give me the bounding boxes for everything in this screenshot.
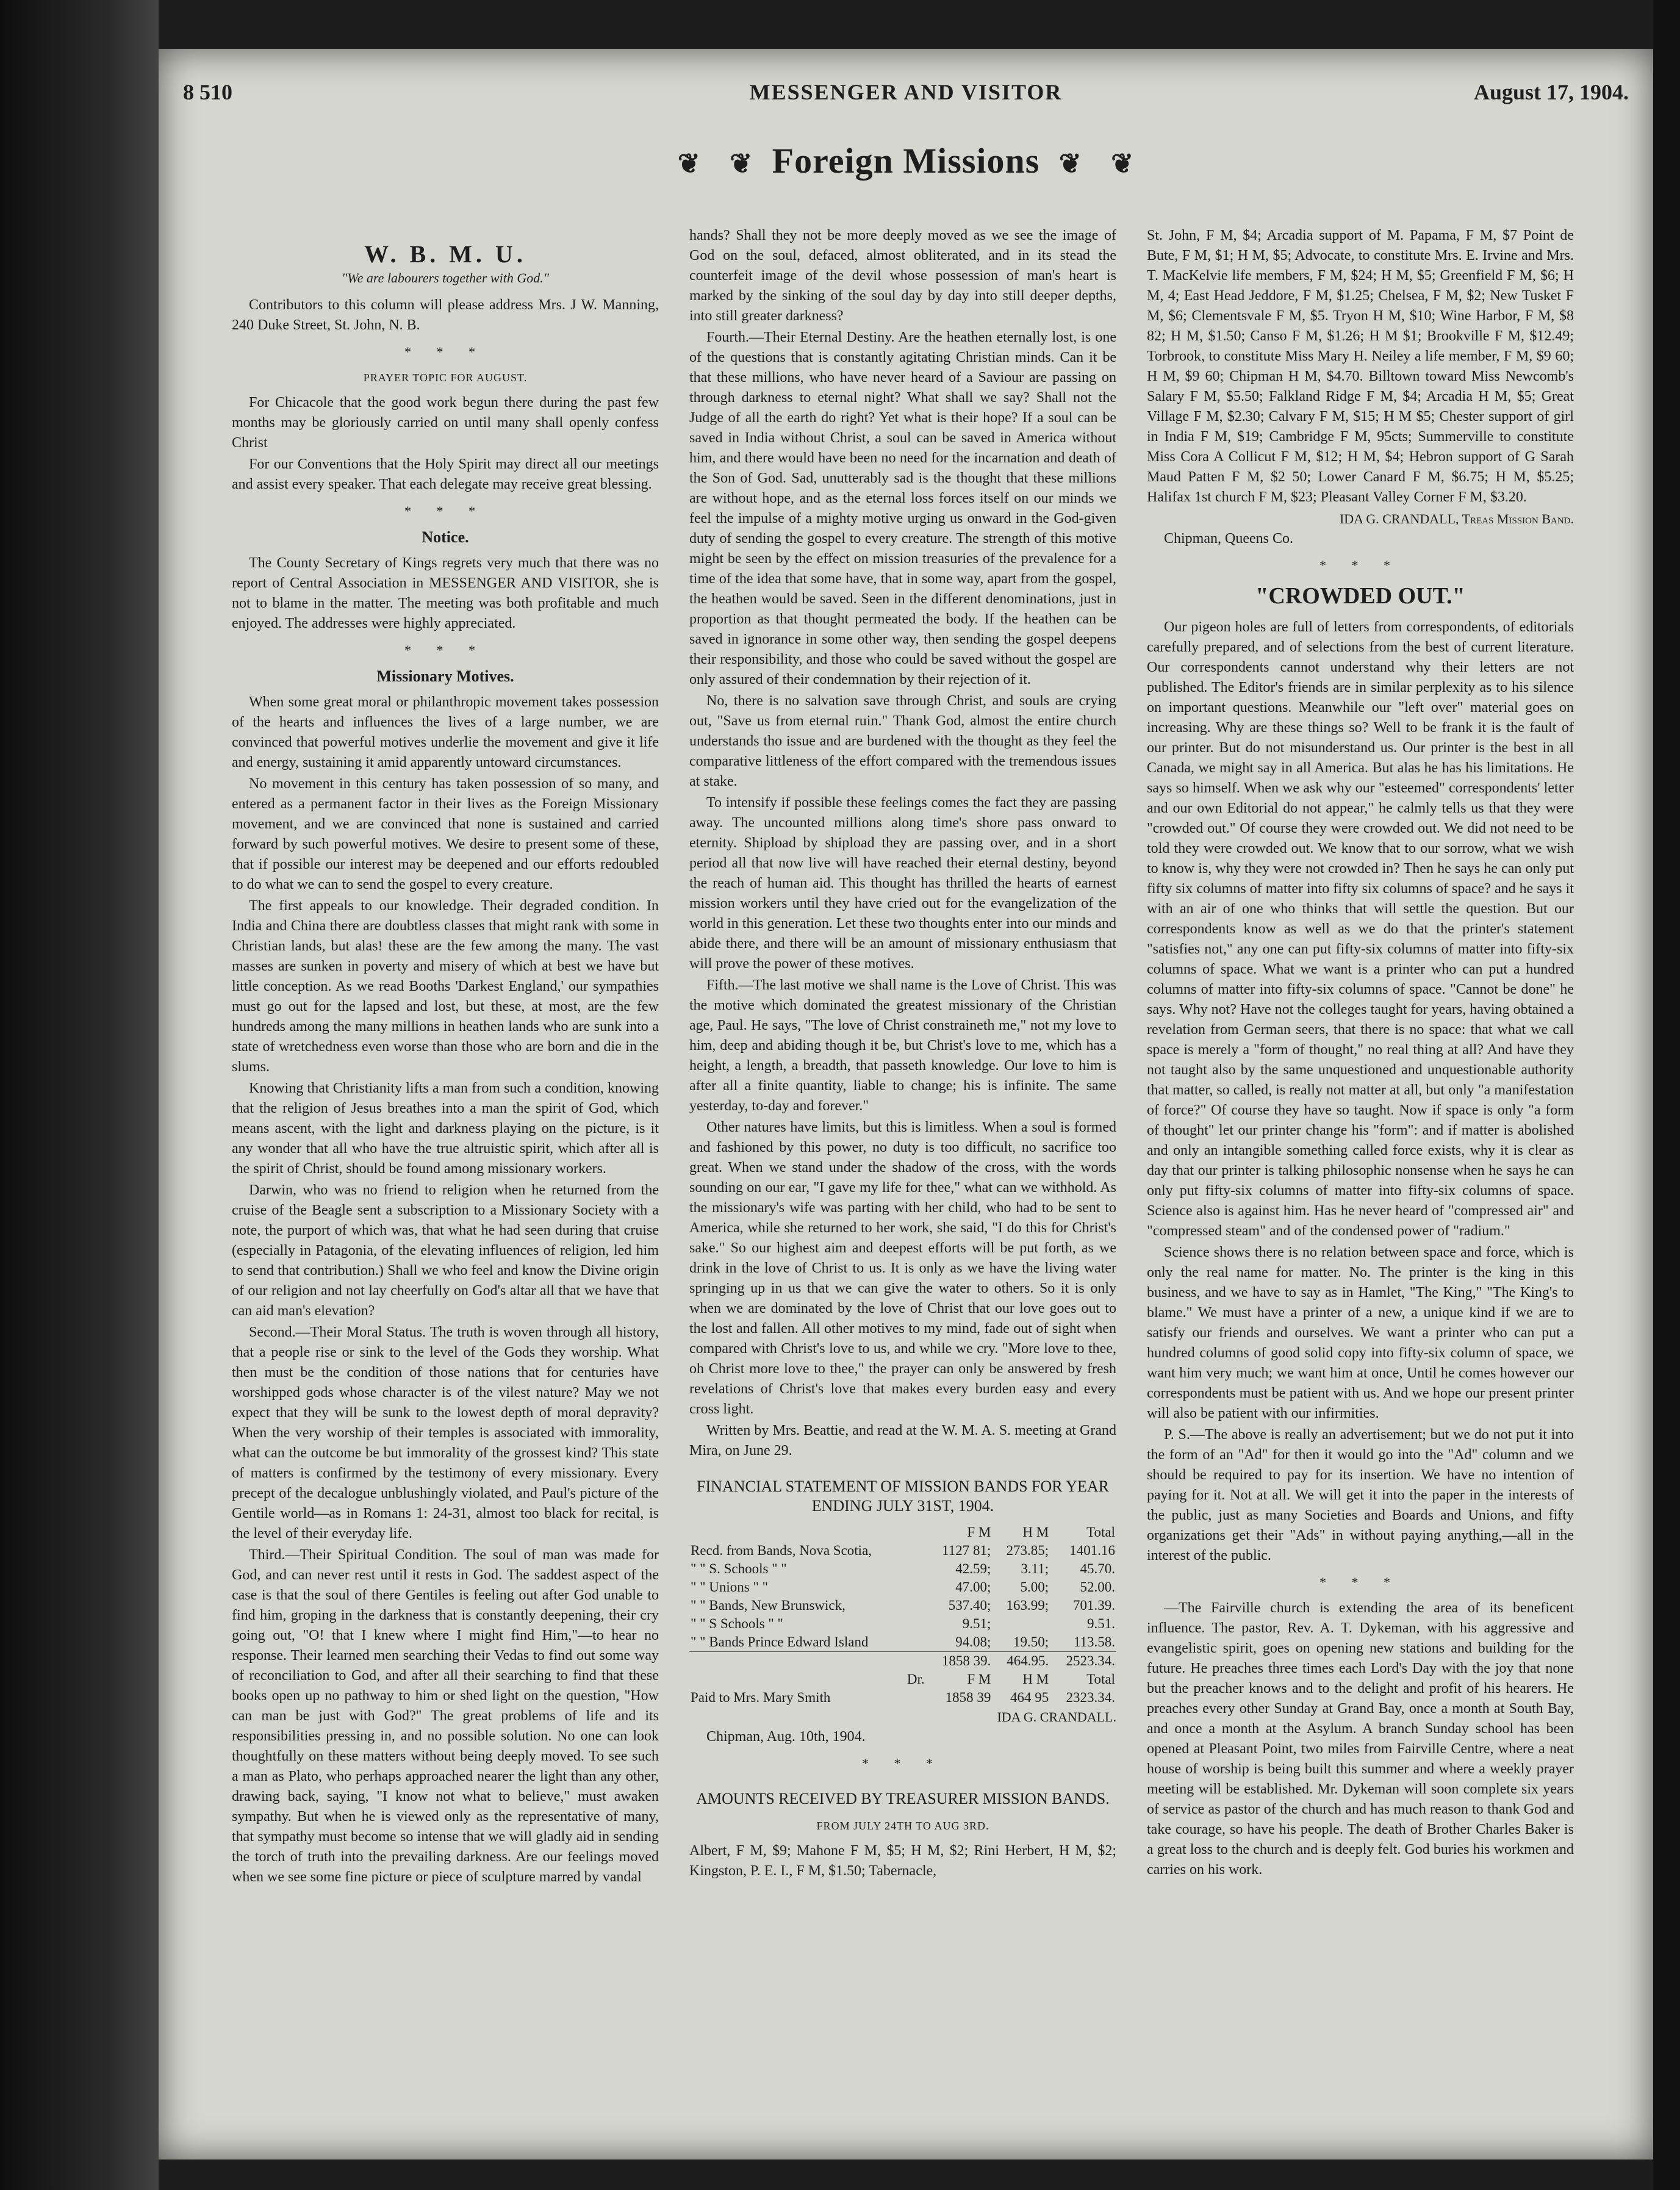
dr-label: Dr.	[906, 1671, 925, 1687]
cell-fm: 1127 81;	[942, 1543, 991, 1558]
cell-hm: 464 95	[1010, 1690, 1049, 1705]
dateline: Chipman, Queens Co.	[1164, 531, 1293, 547]
prayer-topic-heading: PRAYER TOPIC FOR AUGUST.	[363, 372, 528, 384]
divider-stars: * * *	[404, 642, 486, 658]
table-row	[689, 1578, 1116, 1596]
divider-stars: * * *	[862, 1756, 944, 1771]
cell-hm: 19.50;	[1013, 1634, 1049, 1650]
paragraph: No, there is no salvation save through Christ, and souls are crying out, "Save us from eternal ruin." Thank God, almost the entire church understands tho issue and are burdened with the thought as they feel the comparative littleness of the effort compared with the tremendous issues at stake.	[689, 693, 1116, 789]
leaf-ornament-icon: ❦	[1111, 149, 1135, 179]
leaf-ornament-icon: ❦	[1058, 149, 1082, 179]
table-dr-row	[689, 1670, 1116, 1689]
table-row	[689, 1542, 1116, 1560]
financial-statement-table	[689, 1523, 1116, 1707]
signature: IDA G. CRANDALL, Treas Mission Band.	[1339, 511, 1574, 526]
amounts-received-heading: AMOUNTS RECEIVED BY TREASURER MISSION BANDS.	[696, 1790, 1110, 1808]
cell-total: 701.39.	[1073, 1598, 1115, 1613]
cell-fm: 94.08;	[955, 1634, 991, 1650]
missionary-motives-heading: Missionary Motives.	[376, 667, 514, 685]
paragraph: Knowing that Christianity lifts a man from such a condition, knowing that the religion of Jesus breathes into a man the spirit of God, which means ascent, with the light and darkness playing on the picture, is it any wonder that all who have the true altruistic spirit, which after all is the spirit of Christ, should be found among missionary workers.	[232, 1080, 659, 1177]
cell-fm: 47.00;	[955, 1579, 991, 1595]
divider-stars: * * *	[404, 344, 486, 359]
row-label: " " Unions " "	[691, 1579, 769, 1595]
crowded-out-heading: "CROWDED OUT."	[1255, 583, 1465, 609]
cell-hm: 5.00;	[1020, 1579, 1049, 1595]
scan-border-right	[1653, 0, 1680, 2190]
column-1	[232, 226, 659, 2117]
column-2	[689, 226, 1116, 2117]
row-label: Recd. from Bands, Nova Scotia,	[691, 1543, 872, 1558]
wbmu-intro: Contributors to this column will please address Mrs. J W. Manning, 240 Duke Street, St. John, N. B.	[232, 297, 659, 333]
column-3	[1147, 226, 1574, 2117]
column-header: Total	[1086, 1671, 1115, 1687]
cell-hm: 163.99;	[1006, 1598, 1049, 1613]
cell-fm: 1858 39.	[926, 1652, 993, 1671]
paragraph: Darwin, who was no friend to religion when he returned from the cruise of the Beagle sent a subscription to a Missionary Society with a note, the purport of which was, that what he had seen during that cruise (especially in Patagonia, of the elevating influences of religion, led him to send that contribution.) Shall we who feel and know the Divine origin of our religion and not lay cheerfully on God's altar all that we have that can aid man's elevation?	[232, 1182, 659, 1319]
row-label: Paid to Mrs. Mary Smith	[691, 1690, 831, 1705]
cell-fm: 537.40;	[948, 1598, 991, 1613]
table-row	[689, 1615, 1116, 1633]
leaf-ornament-icon: ❦	[677, 149, 701, 179]
dateline: Chipman, Aug. 10th, 1904.	[706, 1729, 866, 1745]
cell-total: 45.70.	[1080, 1561, 1115, 1576]
page-number: 8 510	[183, 80, 232, 104]
section-title	[159, 140, 1653, 181]
paragraph: Albert, F M, $9; Mahone F M, $5; H M, $2; Rini Herbert, H M, $2; Kingston, P. E. I., F M, $1.50; Tabernacle,	[689, 1843, 1116, 1879]
paragraph: P. S.—The above is really an advertisement; but we do not put it into the form of an "Ad" for then it would go into the "Ad" column and we should be required to pay for its insertion. We have no intention of paying for it. Not at all. We will get it into the paper in the interests of the public, just as many Societies and Boards and Unions, and fifty organizations get their "Ads" in without paying anything,—all in the interest of the public.	[1147, 1427, 1574, 1564]
paragraph: St. John, F M, $4; Arcadia support of M. Papama, F M, $7 Point de Bute, F M, $1; H M, $5; Advocate, to constitute Mrs. E. Irvine and Mrs. T. MacKelvie life members, F M, $24; H M, $5; Greenfield F M, $6; H M, 4; East Head Jeddore, F M, $1.25; Chelsea, F M, $2; New Tusket F M, $6; Clementsvale F M, $5. Tryon H M, $10; Wine Harbor, F M, $8 82; H M, $1.50; Canso F M, $1.26; H M $1; Brookville F M, $12.49; Torbrook, to constitute Miss Mary H. Neiley a life member, F M, $9 60; H M, $9 60; Chipman H M, $4.70. Billtown toward Miss Newcomb's Salary F M, $5.50; Falkland Ridge F M, $4; Arcadia H M, $5; Great Village F M, $2.30; Calvary F M, $15; H M $5; Chester support of girl in India F M, $19; Cambridge F M, 95cts; Summerville to constitute Miss Cora A Collicut F M, $12; H M, $4; Hebron support of G Sarah Maud Patten F M, $2 50; Lower Canard F M, $6.75; H M, $5.25; Halifax 1st church F M, $23; Pleasant Valley Corner F M, $3.20.	[1147, 228, 1574, 505]
row-label: " " Bands, New Brunswick,	[691, 1598, 845, 1613]
paragraph: Other natures have limits, but this is limitless. When a soul is formed and fashioned by this power, no duty is too difficult, no sacrifice too great. When we stand under the shadow of the cross, with the words sounding on our ear, "I gave my life for thee," what can we withhold. As the missionary's wife was parting with her child, who had to be sent to America, while she returned to her work, she said, "I do this for Christ's sake." So our highest aim and deepest efforts will be put forth, as we drink in the love of Christ to us. It is only as we have the living water springing up in us that we can give the water to others. So it is only when we are dominated by the love of Christ that our love goes out to the lost and fallen. All other motives to my mind, fade out of sight when compared with Christ's love to us, and while we cry. "More love to thee, oh Christ more love to thee," the prayer can only be answered by fresh revelations of Christ's love that makes every burden easy and every cross light.	[689, 1119, 1116, 1417]
wbmu-heading: W. B. M. U.	[364, 240, 526, 268]
paragraph: Second.—Their Moral Status. The truth is woven through all history, that a people rise or sink to the level of the Gods they worship. What then must be the condition of those nations that for centuries have worshipped gods whose character is of the vilest nature? May we not expect that they will be sunk to the lowest depth of moral depravity? When the very worship of their temples is associated with immorality, what can the outcome be but immorality of the grossest kind? This state of matters is confirmed by the testimony of every missionary. Every precept of the decalogue unblushingly violated, and Paul's picture of the Gentile world—as in Romans 1: 24-31, almost too black for recital, is the level of their everyday life.	[232, 1324, 659, 1542]
section-title-text: Foreign Missions	[772, 141, 1040, 181]
leaf-ornament-icon: ❦	[730, 149, 753, 179]
paragraph: —The Fairville church is extending the area of its beneficent influence. The pastor, Rev. A. T. Dykeman, with his aggressive and evangelistic spirit, goes on opening new stations and building for the future. He preaches three times each Lord's Day with the joy that none but the preacher knows and to the delight and profit of his hearers. He preaches every other Sunday at Grand Bay, once a month at South Bay, and once a month at the Asylum. A branch Sunday school has been opened at Pleasant Point, two miles from Fairville Centre, where a neat house of worship is being built this summer and where a weekly prayer meeting will be established. Mr. Dykeman will soon complete six years of service as pastor of the church and has much reason to thank God and take courage, so have his people. The death of Brother Charles Baker is a great loss to the church and is deeply felt. God buries his workmen and carries on his work.	[1147, 1600, 1574, 1878]
column-header: H M	[1022, 1671, 1049, 1687]
paragraph: The first appeals to our knowledge. Their degraded condition. In India and China there are doubtless classes that might rank with some in Christian lands, but alas! these are the few among the many. The vast masses are sunken in poverty and misery of which at best we have but little conception. As we read Booths 'Darkest England,' our sympathies must go out for the lapsed and lost, but these, at most, are the few hundreds among the many millions in heathen lands who are sunk into a state of wretchedness even worse than those who are born and die in the slums.	[232, 898, 659, 1075]
issue-date: August 17, 1904.	[1473, 80, 1629, 104]
paragraph: Our pigeon holes are full of letters from correspondents, of editorials carefully prepared, and of selections from the best of current literature. Our correspondents cannot understand why their letters are not published. The Editor's friends are in similar perplexity as to his silence on important questions. Meanwhile our "left over" material goes on increasing. Why are these things so? Well to be frank it is the fault of our printer. But do not misunderstand us. Our printer is the best in all Canada, we might say in all America. But alas he has his limitations. He says so himself. When we ask why our "esteemed" correspondents' letter and our own Editorial do not appear," he calmly tells us that they were "crowded out." Of course they were crowded out. We did not need to be told they were crowded out. We know that to our sorrow, what we wish to know is, why they were not crowded in? Then he says he can only put fifty six columns of matter into fifty six columns of space? and he says it with an air of one who thinks that will settle the question. But our correspondents know as well as we do that the printer's statement "satisfies not," any one can put fifty-six columns of matter into fifty-six columns of space. What we want is a printer who can put a hundred columns of matter into fifty-six columns of space. "Cannot be done" he says. Why not? Have not the colleges taught for years, having obtained a revelation from German seers, that there is no space: that what we call space is merely a "form of thought," no real thing at all? And have they not taught also by the same unquestioned and unquestionable authority that matter, so called, is really not matter at all, but only "a manifestation of force?" Of course they have so taught. Now if space is only "a form of thought" let our printer change his "form": and if matter is abolished and only an intangible something called force exists, why it is clear as day that our printer is talking philosophic nonsense when he says he can only put fifty-six columns of matter into fifty-six columns of space. Science also is against him. Has he never heard of "compressed air" and "compressed steam" and of the condensed power of "radium."	[1147, 619, 1574, 1239]
paragraph: No movement in this century has taken possession of so many, and entered as a permanent factor in their lives as the Foreign Missionary movement, and we are convinced that none is sustained and carried forward by such powerful motives. We desire to present some of these, that if possible our interest may be deepened and our efforts redoubled to do what we can to send the gospel to every creature.	[232, 776, 659, 892]
paragraph: hands? Shall they not be more deeply moved as we see the image of God on the soul, defaced, almost obliterated, and in its stead the counterfeit image of the devil whose possession of man's heart is marked by the sinking of the soul day by day into still deeper depths, into still greater darkness?	[689, 228, 1116, 324]
cell-hm: 273.85;	[1006, 1543, 1049, 1558]
paragraph: Third.—Their Spiritual Condition. The soul of man was made for God, and can never rest until it rests in God. The saddest aspect of the case is that the soul of there Gentiles is feeling out after God unable to find him, groping in the darkness that is constantly deepening, their cry going out, "O! that I knew where I might find Him,"—to hear no response. Their learned men searching their Vedas to find out some way of reconciliation to God, and after all their searching to find that these books open up no pathway to him or shed light on the question, "How can man be just with God?" The great problems of life and its responsibilities pressing in, and no possible solution. No one can look thoughtfully on these matters without being deeply moved. To see such a man as Plato, who perhaps approached nearer the light than any other, drawing back, saying, "I know not what to believe," must awaken sympathy. But when he is viewed only as the representative of many, that sympathy must become so intense that we will gladly aid in sending the torch of truth into the prevailing darkness. Are our feelings moved when we see some fine picture or piece of sculpture marred by vandal	[232, 1547, 659, 1885]
cell-total: 113.58.	[1073, 1634, 1115, 1650]
table-row	[689, 1633, 1116, 1652]
paragraph: Fifth.—The last motive we shall name is the Love of Christ. This was the motive which dominated the greatest missionary of the Christian age, Paul. He says, "The love of Christ constraineth me," not my love to him, deep and abiding though it be, but Christ's love to me, which has a height, a length, a breadth, that passeth knowledge. Our love to him is after all a finite quantity, liable to change; his is infinite. The same yesterday, to-day and forever."	[689, 977, 1116, 1114]
divider-stars: * * *	[404, 503, 486, 519]
row-label: " " S Schools " "	[691, 1616, 783, 1631]
paragraph: Fourth.—Their Eternal Destiny. Are the heathen eternally lost, is one of the questions that is constantly agitating Christian minds. Can it be that these millions, who have never heard of a Saviour are passing on through darkness to eternal night? What shall we say? Shall not the Judge of all the earth do right? Yet what is their hope? If a soul can be saved in India without Christ, a soul can be saved in America without him, and there would have been no need for the incarnation and death of the Son of God. Sad, unutterably sad is the thought that these millions are without hope, and as the eternal loss forces itself on our minds we feel the impulse of a mighty motive urging us onward in the God-given duty of sending the gospel to every creature. The strength of this motive might be seen by the effect on mission treasuries of the prevalence for a time of the idea that some have, that in some way, apart from the gospel, the heathen would be saved. Seen in the different denominations, just in proportion as that thought permeated the body. If the heathen can be saved in ignorance in some other way, then sending the gospel deepens their responsibility, and those who could be saved without the gospel are only assured of their condemnation by their rejection of it.	[689, 329, 1116, 688]
row-label: " " Bands Prince Edward Island	[691, 1634, 869, 1650]
paragraph: Science shows there is no relation between space and force, which is only the real name for matter. No. The printer is the king in this business, and we have to say as in Hamlet, "The King," "The King's to blame." We must have a printer of a new, a unique kind if we are to satisfy our friends and ourselves. We want a printer who can put a hundred columns of good solid copy into fifty-six column of space, we want him very much; we want him at once, Until he comes however our correspondents must be patient with us. And we hope our present printer will also be patient with our infirmities.	[1147, 1244, 1574, 1421]
notice-heading: Notice.	[422, 528, 469, 546]
paper-name: MESSENGER AND VISITOR	[749, 80, 1063, 104]
paragraph: For Chicacole that the good work begun there during the past few months may be gloriously carried on until many shall openly confess Christ	[232, 395, 659, 451]
table-total-row	[689, 1652, 1116, 1671]
cell-total: 2323.34.	[1066, 1690, 1115, 1705]
cell-total: 1401.16	[1069, 1543, 1115, 1558]
financial-statement-heading: FINANCIAL STATEMENT OF MISSION BANDS FOR YEAR ENDING JULY 31ST, 1904.	[697, 1477, 1109, 1515]
table-row	[689, 1689, 1116, 1707]
scan-border-left	[0, 0, 159, 2190]
amounts-received-dates: FROM JULY 24TH TO AUG 3RD.	[816, 1820, 989, 1832]
cell-fm: 9.51;	[962, 1616, 991, 1631]
newspaper-page	[159, 49, 1653, 2159]
cell-total: 2523.34.	[1050, 1652, 1116, 1671]
cell-hm: 3.11;	[1021, 1561, 1049, 1576]
paragraph: The County Secretary of Kings regrets very much that there was no report of Central Association in MESSENGER AND VISITOR, she is not to blame in the matter. The meeting was both profitable and much enjoyed. The addresses were highly appreciated.	[232, 555, 659, 631]
divider-stars: * * *	[1319, 558, 1401, 573]
signature: IDA G. CRANDALL.	[997, 1709, 1116, 1725]
running-header	[183, 73, 1629, 122]
divider-stars: * * *	[1319, 1574, 1401, 1590]
paragraph: Written by Mrs. Beattie, and read at the W. M. A. S. meeting at Grand Mira, on June 29.	[689, 1423, 1116, 1459]
paragraph: For our Conventions that the Holy Spirit may direct all our meetings and assist every speaker. That each delegate may receive great blessing.	[232, 456, 659, 492]
paragraph: To intensify if possible these feelings comes the fact they are passing away. The uncounted millions along time's shore pass onward to eternity. Shipload by shipload they are passing over, and in a short period all that now live will have reached their eternal destiny, beyond the reach of human aid. This thought has thrilled the hearts of earnest mission workers until they have cried out for the evangelization of the world in this generation. Let these two thoughts enter into our minds and abide there, and there will be an amount of missionary enthusiasm that will prove the power of these motives.	[689, 795, 1116, 972]
cell-fm: 42.59;	[955, 1561, 991, 1576]
column-header: Total	[1086, 1524, 1115, 1540]
column-header: F M	[967, 1524, 991, 1540]
cell-fm: 1858 39	[945, 1690, 991, 1705]
column-header: H M	[1022, 1524, 1049, 1540]
cell-total: 52.00.	[1080, 1579, 1115, 1595]
wbmu-motto: "We are labourers together with God."	[342, 270, 549, 285]
paragraph: When some great moral or philanthropic movement takes possession of the hearts and influences the lives of a large number, we are convinced that powerful motives underlie the movement and give it life and energy, sustaining it amid apparently untoward circumstances.	[232, 694, 659, 770]
cell-total: 9.51.	[1087, 1616, 1115, 1631]
cell-hm	[992, 1615, 1050, 1633]
cell-hm: 464.95.	[992, 1652, 1050, 1671]
table-row	[689, 1560, 1116, 1578]
table-row	[689, 1596, 1116, 1615]
row-label: " " S. Schools " "	[691, 1561, 787, 1576]
table-header-row	[689, 1523, 1116, 1542]
column-header: F M	[967, 1671, 991, 1687]
